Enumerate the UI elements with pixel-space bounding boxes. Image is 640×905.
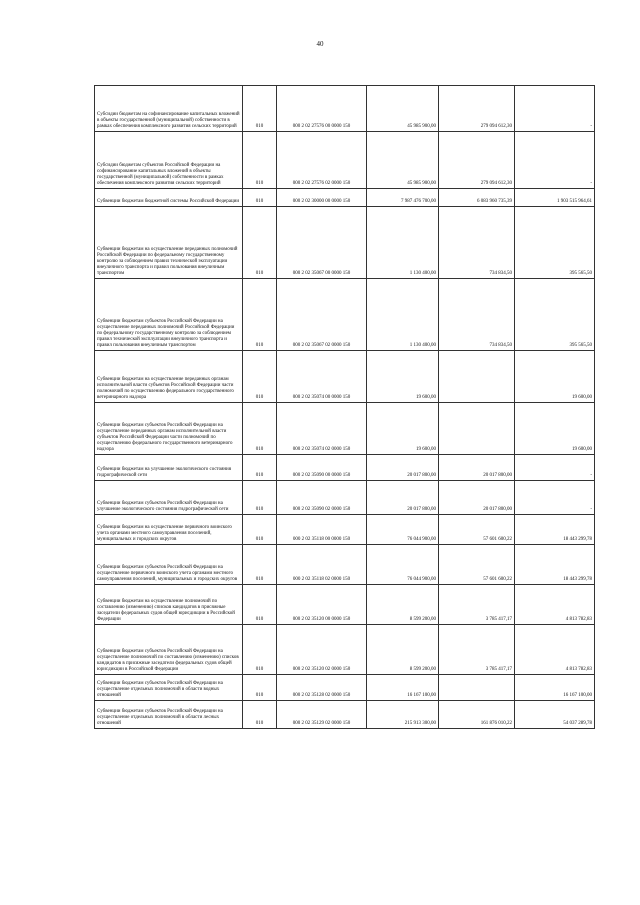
row-plan: 20 017 800,00 [367,481,439,515]
row-code: 010 [243,86,277,132]
table-row [95,189,595,207]
row-rest: 16 167 100,00 [515,675,595,701]
row-code: 010 [243,207,277,279]
row-kbk: 000 2 02 27576 02 0000 150 [277,132,367,189]
row-plan: 1 130 400,00 [367,279,439,351]
row-exec: 279 094 612,30 [439,132,515,189]
row-name: Субвенции бюджетам на осуществление первичного воинского учета органами местного самоуправления поселений, муниципальных и городских округов [95,515,243,545]
row-name: Субвенции бюджетам на осуществление полномочий по составлению (изменению) списков кандидатов в присяжные заседатели федеральных судов общей юрисдикции в Российской Федерации [95,585,243,625]
row-plan: 19 600,00 [367,351,439,403]
table-row [95,403,595,455]
row-kbk: 000 2 02 35120 00 0000 150 [277,585,367,625]
row-name: Субвенции бюджетам субъектов Российской Федерации на осуществление переданных полномочий Российской Федерации по федеральному государственному контролю за соблюдением правил технической эксплуатации внеуличного транспорта и правил пользования внеуличным транспортом [95,279,243,351]
row-name: Субвенции бюджетам на улучшение экологического состояния гидрографической сети [95,455,243,481]
row-code: 010 [243,701,277,729]
row-plan: 8 599 200,00 [367,625,439,675]
row-kbk: 000 2 02 30000 00 0000 150 [277,189,367,207]
table-row [95,207,595,279]
row-code: 010 [243,585,277,625]
row-rest: - [515,86,595,132]
row-rest: - [515,455,595,481]
row-kbk: 000 2 02 35090 02 0000 150 [277,481,367,515]
row-exec [439,351,515,403]
table-row [95,625,595,675]
row-name: Субвенции бюджетам субъектов Российской Федерации на осуществление переданных органам исполнительной власти субъектов Российской Федерации части полномочий по осуществлению федерального государственного ветеринарного надзора [95,403,243,455]
row-name: Субвенции бюджетам субъектов Российской Федерации на осуществление отдельных полномочий в области водных отношений [95,675,243,701]
row-exec: 57 601 600,22 [439,545,515,585]
row-kbk: 000 2 02 35074 00 0000 150 [277,351,367,403]
row-exec: 734 834,50 [439,207,515,279]
row-plan: 45 985 900,00 [367,132,439,189]
row-rest: 19 600,00 [515,351,595,403]
row-rest: 18 443 299,78 [515,545,595,585]
row-code: 010 [243,515,277,545]
row-rest: 395 565,50 [515,279,595,351]
row-kbk: 000 2 02 35067 02 0000 150 [277,279,367,351]
row-rest: 54 037 289,78 [515,701,595,729]
row-kbk: 000 2 02 27576 00 0000 150 [277,86,367,132]
row-rest: - [515,481,595,515]
row-plan: 76 044 900,00 [367,545,439,585]
row-name: Субвенции бюджетам субъектов Российской Федерации на осуществление отдельных полномочий в области лесных отношений [95,701,243,729]
row-rest: 19 600,00 [515,403,595,455]
table-row [95,585,595,625]
row-rest: 1 903 515 964,61 [515,189,595,207]
row-name: Субвенции бюджетам субъектов Российской Федерации на улучшение экологического состояния гидрографической сети [95,481,243,515]
page-number: 40 [316,40,324,48]
row-kbk: 000 2 02 35067 00 0000 150 [277,207,367,279]
table-row [95,481,595,515]
row-exec [439,675,515,701]
table-row [95,351,595,403]
row-rest: - [515,132,595,189]
table-row [95,675,595,701]
row-kbk: 000 2 02 35129 02 0000 150 [277,701,367,729]
table-row [95,515,595,545]
row-kbk: 000 2 02 35120 02 0000 150 [277,625,367,675]
row-kbk: 000 2 02 35118 00 0000 150 [277,515,367,545]
row-code: 010 [243,545,277,585]
row-code: 010 [243,189,277,207]
table-row [95,545,595,585]
row-code: 010 [243,403,277,455]
row-rest: 4 813 782,83 [515,585,595,625]
row-code: 010 [243,455,277,481]
row-exec: 6 083 960 735,39 [439,189,515,207]
row-code: 010 [243,625,277,675]
row-name: Субвенции бюджетам на осуществление переданных органам исполнительной власти субъектов Российской Федерации части полномочий по осуществлению федерального государственного ветеринарного надзора [95,351,243,403]
row-code: 010 [243,481,277,515]
table-row [95,455,595,481]
row-exec: 161 876 010,22 [439,701,515,729]
row-kbk: 000 2 02 35074 02 0000 150 [277,403,367,455]
row-rest: 18 443 299,78 [515,515,595,545]
row-name: Субвенции бюджетам субъектов Российской Федерации на осуществление полномочий по составлению (изменению) списков кандидатов в присяжные заседатели федеральных судов общей юрисдикции в Российской Федерации [95,625,243,675]
row-code: 010 [243,279,277,351]
row-name: Субвенции бюджетам бюджетной системы Российской Федерации [95,189,243,207]
row-plan: 76 044 900,00 [367,515,439,545]
row-exec [439,403,515,455]
row-exec: 3 785 417,17 [439,585,515,625]
row-name: Субвенции бюджетам субъектов Российской Федерации на осуществление первичного воинского учета органами местного самоуправления поселений, муниципальных и городских округов [95,545,243,585]
row-kbk: 000 2 02 35118 02 0000 150 [277,545,367,585]
table-row [95,279,595,351]
row-plan: 215 913 300,00 [367,701,439,729]
table-row [95,86,595,132]
row-plan: 45 985 900,00 [367,86,439,132]
row-exec: 3 785 417,17 [439,625,515,675]
row-code: 010 [243,351,277,403]
row-plan: 16 167 100,00 [367,675,439,701]
row-plan: 19 600,00 [367,403,439,455]
table-row [95,132,595,189]
row-code: 010 [243,675,277,701]
row-exec: 57 601 600,22 [439,515,515,545]
row-name: Субсидии бюджетам на софинансирование капитальных вложений в объекты государственной (муниципальной) собственности в рамках обеспечения комплексного развития сельских территорий [95,86,243,132]
row-plan: 20 017 800,00 [367,455,439,481]
row-code: 010 [243,132,277,189]
row-name: Субвенции бюджетам на осуществление переданных полномочий Российской Федерации по федеральному государственному контролю за соблюдением правил технической эксплуатации внеуличного транспорта и правил пользования внеуличным транспортом [95,207,243,279]
row-rest: 4 813 782,83 [515,625,595,675]
row-kbk: 000 2 02 35090 00 0000 150 [277,455,367,481]
row-kbk: 000 2 02 35128 02 0000 150 [277,675,367,701]
row-plan: 7 987 476 700,00 [367,189,439,207]
row-name: Субсидии бюджетам субъектов Российской Федерации на софинансирование капитальных вложений в объекты государственной (муниципальной) собственности в рамках обеспечения комплексного развития сельских территорий [95,132,243,189]
row-exec: 20 017 800,00 [439,481,515,515]
row-plan: 1 130 400,00 [367,207,439,279]
row-exec: 279 094 612,30 [439,86,515,132]
row-plan: 8 599 200,00 [367,585,439,625]
row-rest: 395 565,50 [515,207,595,279]
table-row [95,701,595,729]
budget-table [94,85,595,729]
row-exec: 734 834,50 [439,279,515,351]
row-exec: 20 017 800,00 [439,455,515,481]
